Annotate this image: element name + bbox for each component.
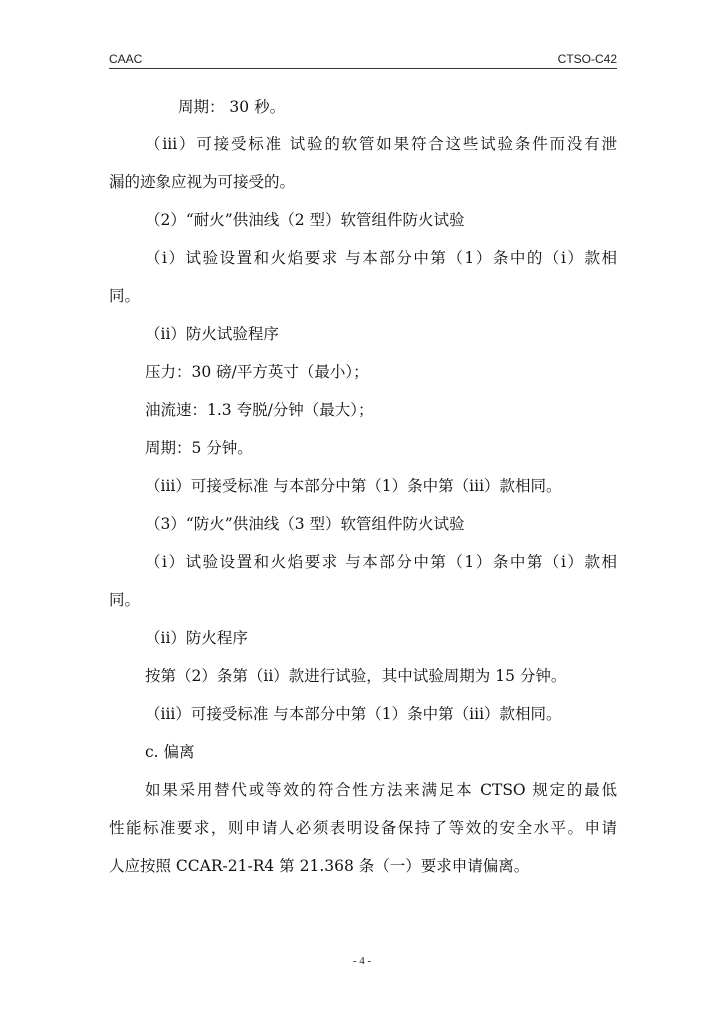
page-header [109,51,617,67]
body-line: 性能标准要求，则申请人必须表明设备保持了等效的安全水平。申请 [109,819,617,837]
body-line: 如果采用替代或等效的符合性方法来满足本 CTSO 规定的最低 [145,781,617,799]
body-line: （i）试验设置和火焰要求 与本部分中第（1）条中第（i）款相 [145,553,617,571]
header-rule [109,68,617,69]
header-doc-number: CTSO-C42 [557,52,617,66]
body-line: （ii）防火试验程序 [145,325,279,343]
body-line: （2）“耐火”供油线（2 型）软管组件防火试验 [145,211,465,229]
body-line: 漏的迹象应视为可接受的。 [109,173,296,191]
body-line: 人应按照 CCAR-21-R4 第 21.368 条（一）要求申请偏离。 [109,857,530,875]
body-line: （iii）可接受标准 与本部分中第（1）条中第（iii）款相同。 [145,705,562,723]
header-org: CAAC [109,52,143,66]
body-line: 同。 [109,287,141,305]
page-number: - 4 - [352,955,372,967]
body-line: 周期： 30 秒。 [178,98,286,116]
body-line: （3）“防火”供油线（3 型）软管组件防火试验 [145,515,465,533]
body-line: （iii）可接受标准 与本部分中第（1）条中第（iii）款相同。 [145,477,562,495]
section-heading: c. 偏离 [145,743,195,761]
body-line: 压力：30 磅/平方英寸（最小）； [145,363,369,381]
body-line: （ii）防火程序 [145,629,248,647]
body-line: 油流速：1.3 夸脱/分钟（最大）； [145,401,374,419]
body-line: （iii）可接受标准 试验的软管如果符合这些试验条件而没有泄 [145,135,617,153]
body-line: 周期：5 分钟。 [145,439,253,457]
body-line: （i）试验设置和火焰要求 与本部分中第（1）条中的（i）款相 [145,249,617,267]
body-line: 按第（2）条第（ii）款进行试验，其中试验周期为 15 分钟。 [145,667,567,685]
body-line: 同。 [109,591,141,609]
